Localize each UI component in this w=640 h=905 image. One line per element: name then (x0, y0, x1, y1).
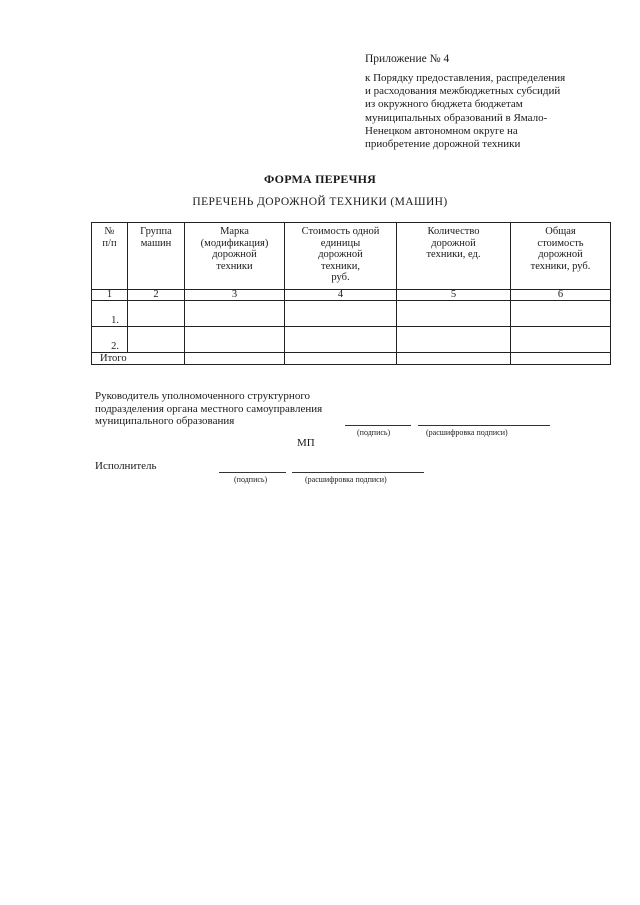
total-row (92, 353, 611, 365)
table-cell (128, 327, 185, 353)
performer-label: Исполнитель (95, 460, 157, 472)
header-text: стоимость (537, 237, 584, 249)
appendix-description (365, 72, 625, 151)
appendix-line: приобретение дорожной техники (365, 138, 521, 151)
head-title-line: подразделения органа местного самоуправления (95, 402, 323, 415)
header-text: единицы (320, 237, 361, 249)
header-text: Количество (427, 226, 480, 237)
head-title-line: Руководитель уполномоченного структурного (95, 390, 311, 402)
column-number: 5 (397, 290, 511, 301)
header-text: руб. (331, 272, 350, 283)
table-cell (511, 327, 611, 353)
header-cell-quantity (397, 223, 511, 290)
header-text: п/п (102, 237, 117, 249)
performer-signature-caption: (подпись) (234, 475, 268, 484)
list-title: ПЕРЕЧЕНЬ ДОРОЖНОЙ ТЕХНИКИ (МАШИН) (192, 196, 448, 208)
table-cell (185, 327, 285, 353)
equipment-table (91, 222, 611, 365)
header-text: Общая (545, 226, 576, 237)
header-text: Стоимость одной (301, 226, 380, 237)
head-title-line: муниципального образования (95, 415, 235, 427)
header-text: Марка (220, 226, 249, 237)
head-signature-caption: (подпись) (357, 428, 391, 437)
header-text: дорожной (431, 237, 476, 249)
table-cell (285, 327, 397, 353)
table-row (92, 301, 611, 327)
performer-decryption-caption: (расшифровка подписи) (305, 475, 387, 484)
performer-signature-line (219, 472, 286, 473)
column-number: 6 (511, 290, 611, 301)
table-cell (185, 353, 285, 365)
header-text: Группа (140, 226, 172, 237)
header-text: машин (140, 237, 172, 249)
header-text: (модификация) (200, 237, 269, 249)
appendix-line: Ненецком автономном округе на (365, 124, 518, 137)
header-cell-brand (185, 223, 285, 290)
header-text: дорожной (538, 249, 583, 260)
column-number: 4 (285, 290, 397, 301)
table-cell (511, 353, 611, 365)
table-cell (397, 327, 511, 353)
column-number: 3 (185, 290, 285, 301)
table-cell (128, 301, 185, 327)
appendix-line: муниципальных образований в Ямало- (365, 111, 548, 124)
column-number: 1 (92, 290, 128, 301)
header-cell-total-cost (511, 223, 611, 290)
table-cell (285, 353, 397, 365)
header-text: дорожной (318, 249, 363, 260)
table-cell (511, 301, 611, 327)
table-cell (397, 301, 511, 327)
table-cell (285, 301, 397, 327)
head-decryption-caption: (расшифровка подписи) (426, 428, 508, 437)
row-number: 2. (92, 327, 128, 353)
column-number-row (92, 290, 611, 301)
stamp-place: МП (297, 437, 315, 449)
appendix-line: и расходования межбюджетных субсидий (365, 85, 561, 98)
header-text: № (104, 226, 115, 237)
header-text: техники, (321, 260, 360, 272)
header-text: техники, ед. (426, 249, 481, 260)
form-title: ФОРМА ПЕРЕЧНЯ (264, 172, 376, 186)
head-signature-block (95, 390, 322, 428)
table-row (92, 327, 611, 353)
head-signature-line (345, 425, 411, 426)
appendix-line: к Порядку предоставления, распределения (365, 72, 566, 84)
table-cell (397, 353, 511, 365)
header-cell-unit-cost (285, 223, 397, 290)
table-header-row (92, 223, 611, 290)
header-text: дорожной (212, 249, 257, 260)
table-cell (185, 301, 285, 327)
row-number: 1. (92, 301, 128, 327)
header-cell-group (128, 223, 185, 290)
header-text: техники, руб. (530, 260, 591, 272)
total-label: Итого (92, 353, 185, 365)
header-text: техники (216, 260, 253, 272)
appendix-number: Приложение № 4 (365, 53, 450, 65)
performer-decryption-line (292, 472, 424, 473)
appendix-line: из окружного бюджета бюджетам (365, 98, 523, 111)
header-cell-number (92, 223, 128, 290)
head-decryption-line (418, 425, 550, 426)
column-number: 2 (128, 290, 185, 301)
